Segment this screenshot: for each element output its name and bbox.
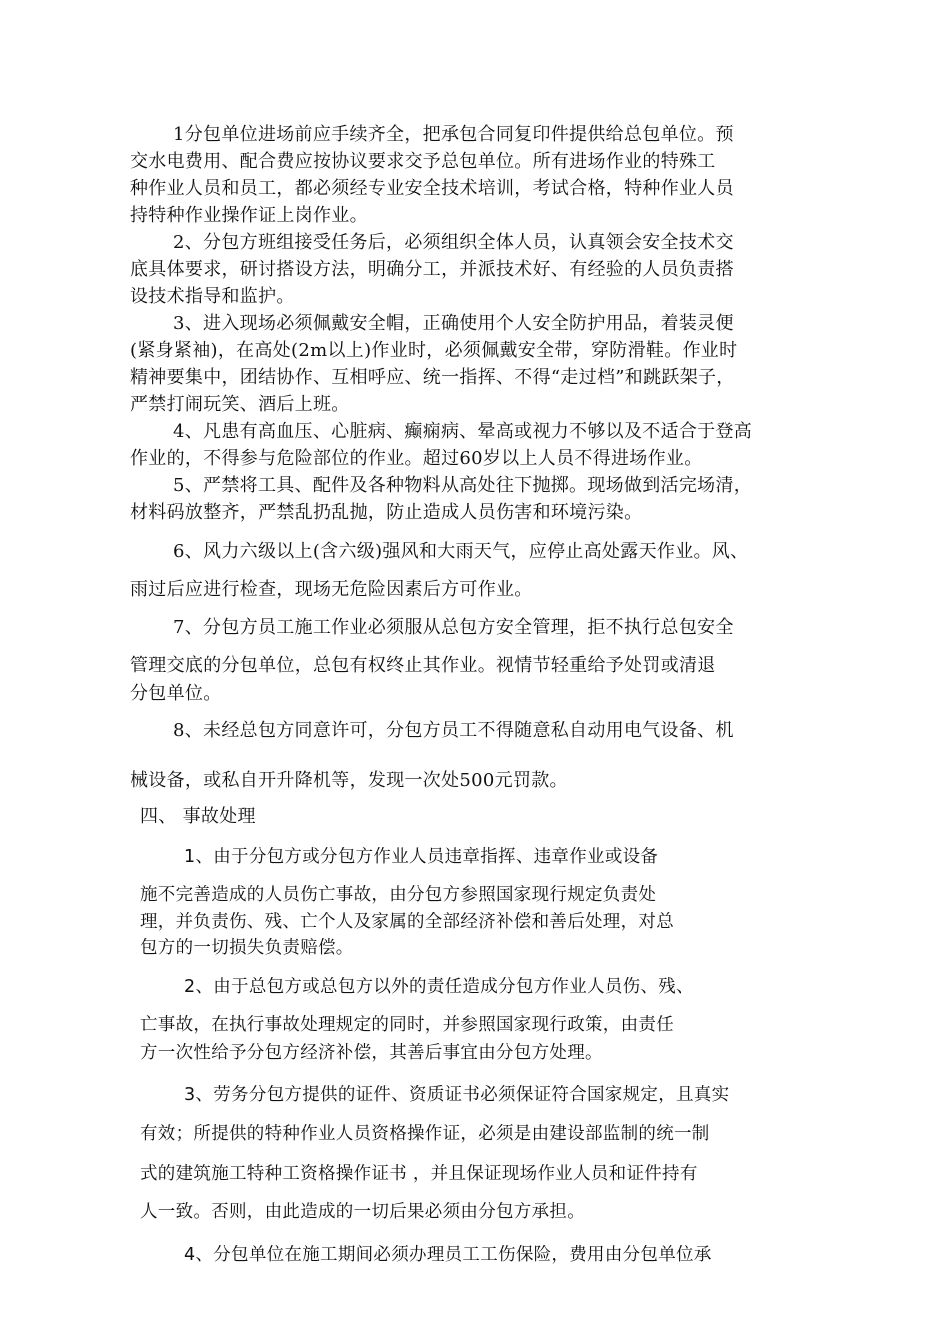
accident-clause-2-line-1: 2、由于总包方或总包方以外的责任造成分包方作业人员伤、残、 bbox=[184, 977, 694, 997]
paragraph-6-line-1: 6、风力六级以上(含六级)强风和大雨天气，应停止高处露天作业。风、 bbox=[173, 541, 749, 562]
section-heading-accident-handling: 四、 事故处理 bbox=[140, 806, 256, 827]
paragraph-1-line-4: 持特种作业操作证上岗作业。 bbox=[130, 205, 368, 226]
paragraph-3-line-1: 3、进入现场必须佩戴安全帽，正确使用个人安全防护用品，着装灵便 bbox=[173, 313, 734, 334]
paragraph-1-line-1: 1分包单位进场前应手续齐全，把承包合同复印件提供给总包单位。预 bbox=[173, 124, 734, 145]
accident-clause-1-line-4: 包方的一切损失负责赔偿。 bbox=[140, 938, 354, 958]
paragraph-2-line-2: 底具体要求，研讨搭设方法，明确分工，并派技术好、有经验的人员负责搭 bbox=[130, 259, 734, 280]
paragraph-1-line-3: 种作业人员和员工，都必须经专业安全技术培训，考试合格，特种作业人员 bbox=[130, 178, 734, 199]
paragraph-1-line-2: 交水电费用、配合费应按协议要求交予总包单位。所有进场作业的特殊工 bbox=[130, 151, 716, 172]
paragraph-7-line-2: 管理交底的分包单位，总包有权终止其作业。视情节轻重给予处罚或清退 bbox=[130, 655, 716, 676]
accident-clause-4-line-1: 4、分包单位在施工期间必须办理员工工伤保险，费用由分包单位承 bbox=[184, 1245, 712, 1265]
accident-clause-1-line-2: 施不完善造成的人员伤亡事故，由分包方参照国家现行规定负责处 bbox=[140, 885, 657, 905]
paragraph-5-line-2: 材料码放整齐，严禁乱扔乱抛，防止造成人员伤害和环境污染。 bbox=[130, 502, 643, 523]
accident-clause-3-line-3: 式的建筑施工特种工资格操作证书 ，并且保证现场作业人员和证件持有 bbox=[140, 1164, 698, 1184]
paragraph-4-line-1: 4、凡患有高血压、心脏病、癫痫病、晕高或视力不够以及不适合于登高 bbox=[173, 421, 753, 442]
accident-clause-2-line-3: 方一次性给予分包方经济补偿，其善后事宜由分包方处理。 bbox=[140, 1043, 603, 1063]
accident-clause-3-line-2: 有效；所提供的特种作业人员资格操作证，必须是由建设部监制的统一制 bbox=[140, 1124, 710, 1144]
paragraph-7-line-3: 分包单位。 bbox=[130, 683, 222, 704]
paragraph-3-line-2: (紧身紧袖)，在高处(2m以上)作业时，必须佩戴安全带，穿防滑鞋。作业时 bbox=[130, 340, 738, 361]
paragraph-8-line-2: 械设备，或私自开升降机等，发现一次处500元罚款。 bbox=[130, 770, 568, 791]
paragraph-4-line-2: 作业的，不得参与危险部位的作业。超过60岁以上人员不得进场作业。 bbox=[130, 448, 703, 469]
accident-clause-2-line-2: 亡事故，在执行事故处理规定的同时，并参照国家现行政策，由责任 bbox=[140, 1015, 674, 1035]
accident-clause-1-line-1: 1、由于分包方或分包方作业人员违章指挥、违章作业或设备 bbox=[184, 847, 659, 867]
paragraph-5-line-1: 5、严禁将工具、配件及各种物料从高处往下抛掷。现场做到活完场清， bbox=[173, 475, 753, 496]
paragraph-2-line-3: 设技术指导和监护。 bbox=[130, 286, 295, 307]
accident-clause-3-line-1: 3、劳务分包方提供的证件、资质证书必须保证符合国家规定，且真实 bbox=[184, 1085, 730, 1105]
accident-clause-3-line-4: 人一致。否则，由此造成的一切后果必须由分包方承担。 bbox=[140, 1202, 585, 1222]
paragraph-2-line-1: 2、分包方班组接受任务后，必须组织全体人员，认真领会安全技术交 bbox=[173, 232, 734, 253]
paragraph-6-line-2: 雨过后应进行检查，现场无危险因素后方可作业。 bbox=[130, 579, 533, 600]
accident-clause-1-line-3: 理，并负责伤、残、亡个人及家属的全部经济补偿和善后处理，对总 bbox=[140, 912, 674, 932]
paragraph-8-line-1: 8、未经总包方同意许可，分包方员工不得随意私自动用电气设备、机 bbox=[173, 720, 734, 741]
paragraph-7-line-1: 7、分包方员工施工作业必须服从总包方安全管理，拒不执行总包安全 bbox=[173, 617, 734, 638]
paragraph-3-line-4: 严禁打闹玩笑、酒后上班。 bbox=[130, 394, 350, 415]
paragraph-3-line-3: 精神要集中，团结协作、互相呼应、统一指挥、不得“走过档”和跳跃架子， bbox=[130, 367, 735, 388]
